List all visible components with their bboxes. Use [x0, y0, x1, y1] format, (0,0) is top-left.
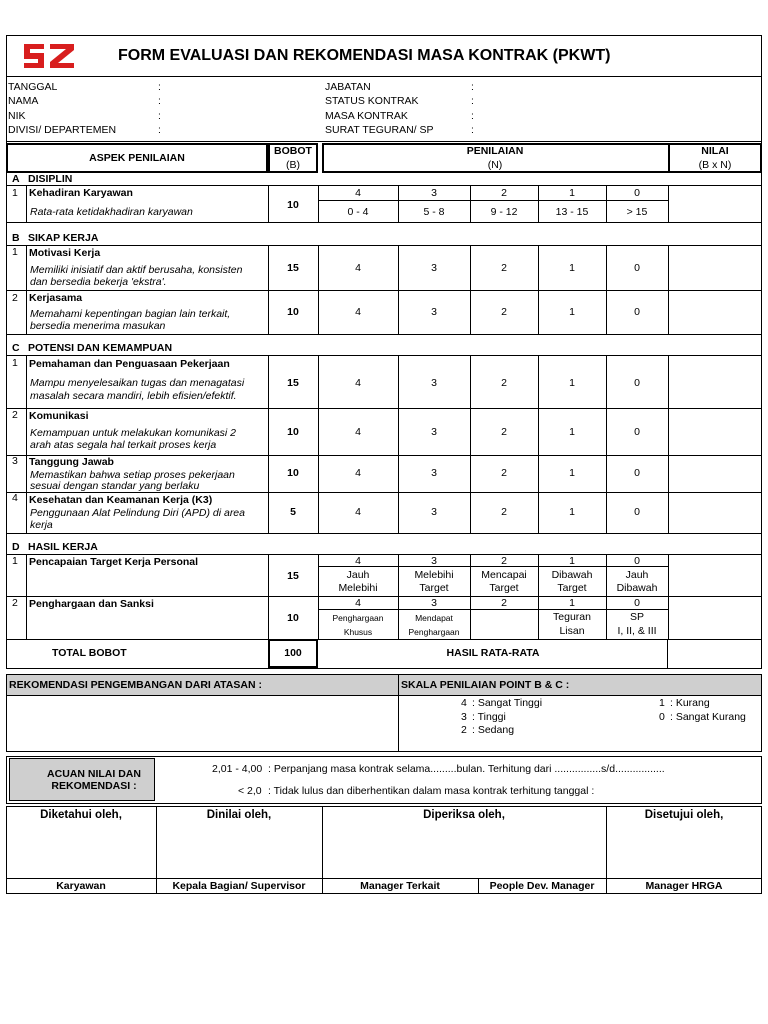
- score-cell: 1: [569, 377, 575, 389]
- item-title: Komunikasi: [29, 410, 89, 422]
- bobot-value: 15: [287, 262, 299, 274]
- score-cell: 3: [431, 187, 437, 199]
- item-number: 2: [12, 409, 18, 421]
- criteria-label: Mendapat: [415, 613, 453, 623]
- range-cell: 5 - 8: [423, 206, 445, 218]
- item-title: Pencapaian Target Kerja Personal: [29, 556, 199, 568]
- bobot-value: 10: [287, 199, 299, 211]
- criteria-label: Jauh: [346, 569, 370, 581]
- range-cell: 9 - 12: [490, 206, 518, 218]
- item-desc: Kemampuan untuk melakukan komunikasi 2: [30, 427, 237, 439]
- score-cell: 2: [501, 306, 507, 318]
- score-cell: 1: [569, 187, 575, 199]
- col-line: [26, 554, 27, 639]
- divider: [6, 290, 762, 291]
- bobot-value: 10: [287, 306, 299, 318]
- skala-label: : Sedang: [472, 724, 515, 736]
- colon: :: [158, 81, 161, 93]
- header-penilaian: PENILAIAN: [466, 145, 524, 157]
- criteria-label: Melebihi: [338, 582, 378, 594]
- skala-label: : Kurang: [670, 697, 710, 709]
- skala-num: 4: [461, 697, 467, 709]
- colon: :: [158, 124, 161, 136]
- company-logo: [22, 40, 76, 72]
- label-nik: NIK: [8, 110, 26, 122]
- skala-title: SKALA PENILAIAN POINT B & C :: [401, 679, 570, 691]
- item-title: Kesehatan dan Keamanan Kerja (K3): [29, 494, 213, 506]
- signature-role: Manager Terkait: [360, 880, 440, 892]
- score-cell: 4: [355, 555, 361, 567]
- item-title: Tanggung Jawab: [29, 456, 114, 468]
- colon: :: [471, 124, 474, 136]
- item-desc: masalah secara mandiri, lebih efisien/efektif.: [30, 390, 237, 402]
- label-jabatan: JABATAN: [325, 81, 371, 93]
- bobot-value: 10: [287, 467, 299, 479]
- range-cell: 0 - 4: [347, 206, 369, 218]
- total-bobot-value: 100: [284, 647, 302, 659]
- skala-label: : Sangat Tinggi: [472, 697, 543, 709]
- col-line: [470, 245, 471, 334]
- criteria-label: Teguran: [553, 611, 591, 623]
- divider: [318, 200, 668, 201]
- divider: [6, 185, 762, 186]
- bobot-value: 10: [287, 612, 299, 624]
- rekomendasi-body[interactable]: [6, 696, 762, 752]
- item-desc: Memastikan bahwa setiap proses pekerjaan: [30, 469, 235, 481]
- col-line: [26, 245, 27, 334]
- skala-label: : Tinggi: [472, 711, 506, 723]
- divider: [318, 609, 668, 610]
- signature-role: Kepala Bagian/ Supervisor: [172, 880, 306, 892]
- header-penilaian-sub: (N): [487, 159, 503, 171]
- header-aspek: ASPEK PENILAIAN: [89, 152, 185, 164]
- score-cell: 2: [501, 467, 507, 479]
- criteria-label: Lisan: [559, 625, 585, 637]
- form-title: FORM EVALUASI DAN REKOMENDASI MASA KONTRAK (PKWT): [118, 47, 611, 64]
- item-title: Pemahaman dan Penguasaan Pekerjaan: [29, 358, 230, 370]
- colon: :: [158, 110, 161, 122]
- item-title: Motivasi Kerja: [29, 247, 101, 259]
- divider: [6, 455, 762, 456]
- score-cell: 3: [431, 426, 437, 438]
- divider: [6, 222, 762, 223]
- label-nama: NAMA: [8, 95, 39, 107]
- header-nilai-sub: (B x N): [698, 159, 732, 171]
- score-cell: 3: [431, 506, 437, 518]
- score-cell: 2: [501, 187, 507, 199]
- label-divisi: DIVISI/ DEPARTEMEN: [8, 124, 117, 136]
- divider: [6, 492, 762, 493]
- divider: [6, 355, 762, 356]
- score-cell: 4: [355, 426, 361, 438]
- col-line: [668, 355, 669, 533]
- section-c-letter: C: [12, 342, 20, 354]
- score-cell: 3: [431, 306, 437, 318]
- score-cell: 4: [355, 467, 361, 479]
- section-a-letter: A: [12, 173, 20, 185]
- score-cell: 0: [634, 597, 640, 609]
- col-line: [26, 355, 27, 533]
- acuan-text: : Tidak lulus dan diberhentikan dalam masa kontrak terhitung tanggal :: [268, 785, 595, 797]
- section-b-title: SIKAP KERJA: [28, 232, 99, 244]
- header-bobot-sub: (B): [286, 159, 300, 171]
- score-cell: 3: [431, 467, 437, 479]
- item-number: 4: [12, 492, 18, 504]
- score-cell: 2: [501, 555, 507, 567]
- score-cell: 1: [569, 306, 575, 318]
- criteria-label: Melebihi: [414, 569, 454, 581]
- item-desc: sesuai dengan standar yang berlaku: [30, 480, 200, 492]
- criteria-label: I, II, & III: [617, 625, 657, 637]
- signature-header: Dinilai oleh,: [206, 809, 272, 821]
- colon: :: [158, 95, 161, 107]
- item-desc: dan bersedia bekerja 'ekstra'.: [30, 276, 167, 288]
- range-cell: > 15: [626, 206, 648, 218]
- item-number: 2: [12, 292, 18, 304]
- signature-area-hrga[interactable]: [607, 824, 761, 877]
- skala-num: 1: [659, 697, 665, 709]
- acuan-label: ACUAN NILAI DAN: [47, 768, 141, 780]
- criteria-label: Jauh: [625, 569, 649, 581]
- item-desc: bersedia menerima masukan: [30, 320, 166, 332]
- bobot-value: 15: [287, 377, 299, 389]
- divider: [6, 408, 762, 409]
- item-desc: Memahami kepentingan bagian lain terkait,: [30, 308, 231, 320]
- item-desc: Rata-rata ketidakhadiran karyawan: [30, 206, 193, 218]
- total-bobot-label: TOTAL BOBOT: [52, 647, 127, 659]
- criteria-label: Target: [419, 582, 449, 594]
- item-number: 1: [12, 357, 18, 369]
- item-desc: kerja: [30, 519, 53, 531]
- score-cell: 3: [431, 597, 437, 609]
- header-bobot: BOBOT: [274, 145, 312, 157]
- skala-num: 3: [461, 711, 467, 723]
- col-line: [26, 185, 27, 222]
- label-masa-kontrak: MASA KONTRAK: [325, 110, 408, 122]
- item-number: 3: [12, 455, 18, 467]
- score-cell: 2: [501, 377, 507, 389]
- signature-area-karyawan[interactable]: [7, 824, 155, 877]
- criteria-label: Mencapai: [481, 569, 527, 581]
- col-line: [398, 245, 399, 334]
- signature-header: Diperiksa oleh,: [423, 809, 505, 821]
- criteria-label: Penghargaan: [332, 613, 384, 623]
- skala-label: : Sangat Kurang: [670, 711, 746, 723]
- item-title: Penghargaan dan Sanksi: [29, 598, 154, 610]
- signature-header: Diketahui oleh,: [40, 809, 122, 821]
- score-cell: 4: [355, 506, 361, 518]
- col-line: [538, 245, 539, 334]
- signature-role: Karyawan: [56, 880, 106, 892]
- range-cell: 13 - 15: [555, 206, 589, 218]
- score-cell: 1: [569, 506, 575, 518]
- score-cell: 0: [634, 555, 640, 567]
- score-cell: 3: [431, 377, 437, 389]
- score-cell: 0: [634, 467, 640, 479]
- score-cell: 2: [501, 506, 507, 518]
- acuan-text: : Perpanjang masa kontrak selama.........bulan. Terhitung dari ................s/d.................: [268, 763, 665, 775]
- criteria-label: Target: [489, 582, 519, 594]
- label-surat-teguran: SURAT TEGURAN/ SP: [325, 124, 434, 136]
- hasil-rata-rata-label: HASIL RATA-RATA: [446, 647, 540, 659]
- item-number: 1: [12, 187, 18, 199]
- col-line: [668, 554, 669, 639]
- col-line: [668, 185, 669, 222]
- score-cell: 0: [634, 506, 640, 518]
- score-cell: 4: [355, 377, 361, 389]
- acuan-range: 2,01 - 4,00: [212, 763, 263, 775]
- label-tanggal: TANGGAL: [8, 81, 58, 93]
- item-number: 2: [12, 597, 18, 609]
- signature-area-managers[interactable]: [323, 824, 605, 877]
- score-cell: 1: [569, 426, 575, 438]
- bobot-value: 10: [287, 426, 299, 438]
- divider: [6, 533, 762, 534]
- signature-role: People Dev. Manager: [489, 880, 595, 892]
- item-number: 1: [12, 246, 18, 258]
- signature-area-supervisor[interactable]: [157, 824, 321, 877]
- bobot-value: 5: [290, 506, 296, 518]
- colon: :: [471, 110, 474, 122]
- score-cell: 2: [501, 426, 507, 438]
- criteria-label: Target: [557, 582, 587, 594]
- colon: :: [471, 81, 474, 93]
- item-title: Kerjasama: [29, 292, 83, 304]
- score-cell: 1: [569, 555, 575, 567]
- score-cell: 0: [634, 377, 640, 389]
- score-cell: 4: [355, 306, 361, 318]
- item-desc: Penggunaan Alat Pelindung Diri (APD) di area: [30, 507, 245, 519]
- header-nilai: NILAI: [701, 145, 729, 157]
- score-cell: 2: [501, 262, 507, 274]
- rekomendasi-title: REKOMENDASI PENGEMBANGAN DARI ATASAN :: [9, 679, 262, 691]
- divider: [6, 334, 762, 335]
- score-cell: 0: [634, 187, 640, 199]
- item-title: Kehadiran Karyawan: [29, 187, 133, 199]
- score-cell: 3: [431, 262, 437, 274]
- criteria-label: Dibawah: [616, 582, 658, 594]
- score-cell: 2: [501, 597, 507, 609]
- divider: [6, 245, 762, 246]
- score-cell: 0: [634, 306, 640, 318]
- section-d-letter: D: [12, 541, 20, 553]
- score-cell: 3: [431, 555, 437, 567]
- section-b-letter: B: [12, 232, 20, 244]
- item-desc: Mampu menyelesaikan tugas dan menagatasi: [30, 377, 245, 389]
- score-cell: 0: [634, 262, 640, 274]
- score-cell: 1: [569, 597, 575, 609]
- signature-role: Manager HRGA: [645, 880, 723, 892]
- acuan-label: REKOMENDASI :: [51, 780, 137, 792]
- criteria-label: Penghargaan: [408, 627, 460, 637]
- criteria-label: Khusus: [343, 627, 373, 637]
- bobot-value: 15: [287, 570, 299, 582]
- col-line: [268, 245, 269, 334]
- section-a-title: DISIPLIN: [28, 173, 73, 185]
- score-cell: 1: [569, 262, 575, 274]
- col-line: [668, 245, 669, 334]
- col-line: [318, 245, 319, 334]
- col-line: [268, 554, 269, 639]
- signature-header: Disetujui oleh,: [644, 809, 724, 821]
- item-number: 1: [12, 555, 18, 567]
- acuan-range: < 2,0: [238, 785, 262, 797]
- label-status-kontrak: STATUS KONTRAK: [325, 95, 419, 107]
- score-cell: 1: [569, 467, 575, 479]
- colon: :: [471, 95, 474, 107]
- score-cell: 0: [634, 426, 640, 438]
- skala-num: 0: [659, 711, 665, 723]
- col-line: [606, 245, 607, 334]
- item-desc: arah atas segala hal terkait proses kerja: [30, 439, 217, 451]
- item-desc: Memiliki inisiatif dan aktif berusaha, konsisten: [30, 264, 243, 276]
- score-cell: 4: [355, 262, 361, 274]
- section-d-title: HASIL KERJA: [28, 541, 98, 553]
- section-c-title: POTENSI DAN KEMAMPUAN: [28, 342, 173, 354]
- skala-num: 2: [461, 724, 467, 736]
- score-cell: 4: [355, 187, 361, 199]
- criteria-label: Dibawah: [551, 569, 593, 581]
- criteria-label: SP: [629, 611, 644, 623]
- divider: [6, 878, 762, 879]
- score-cell: 4: [355, 597, 361, 609]
